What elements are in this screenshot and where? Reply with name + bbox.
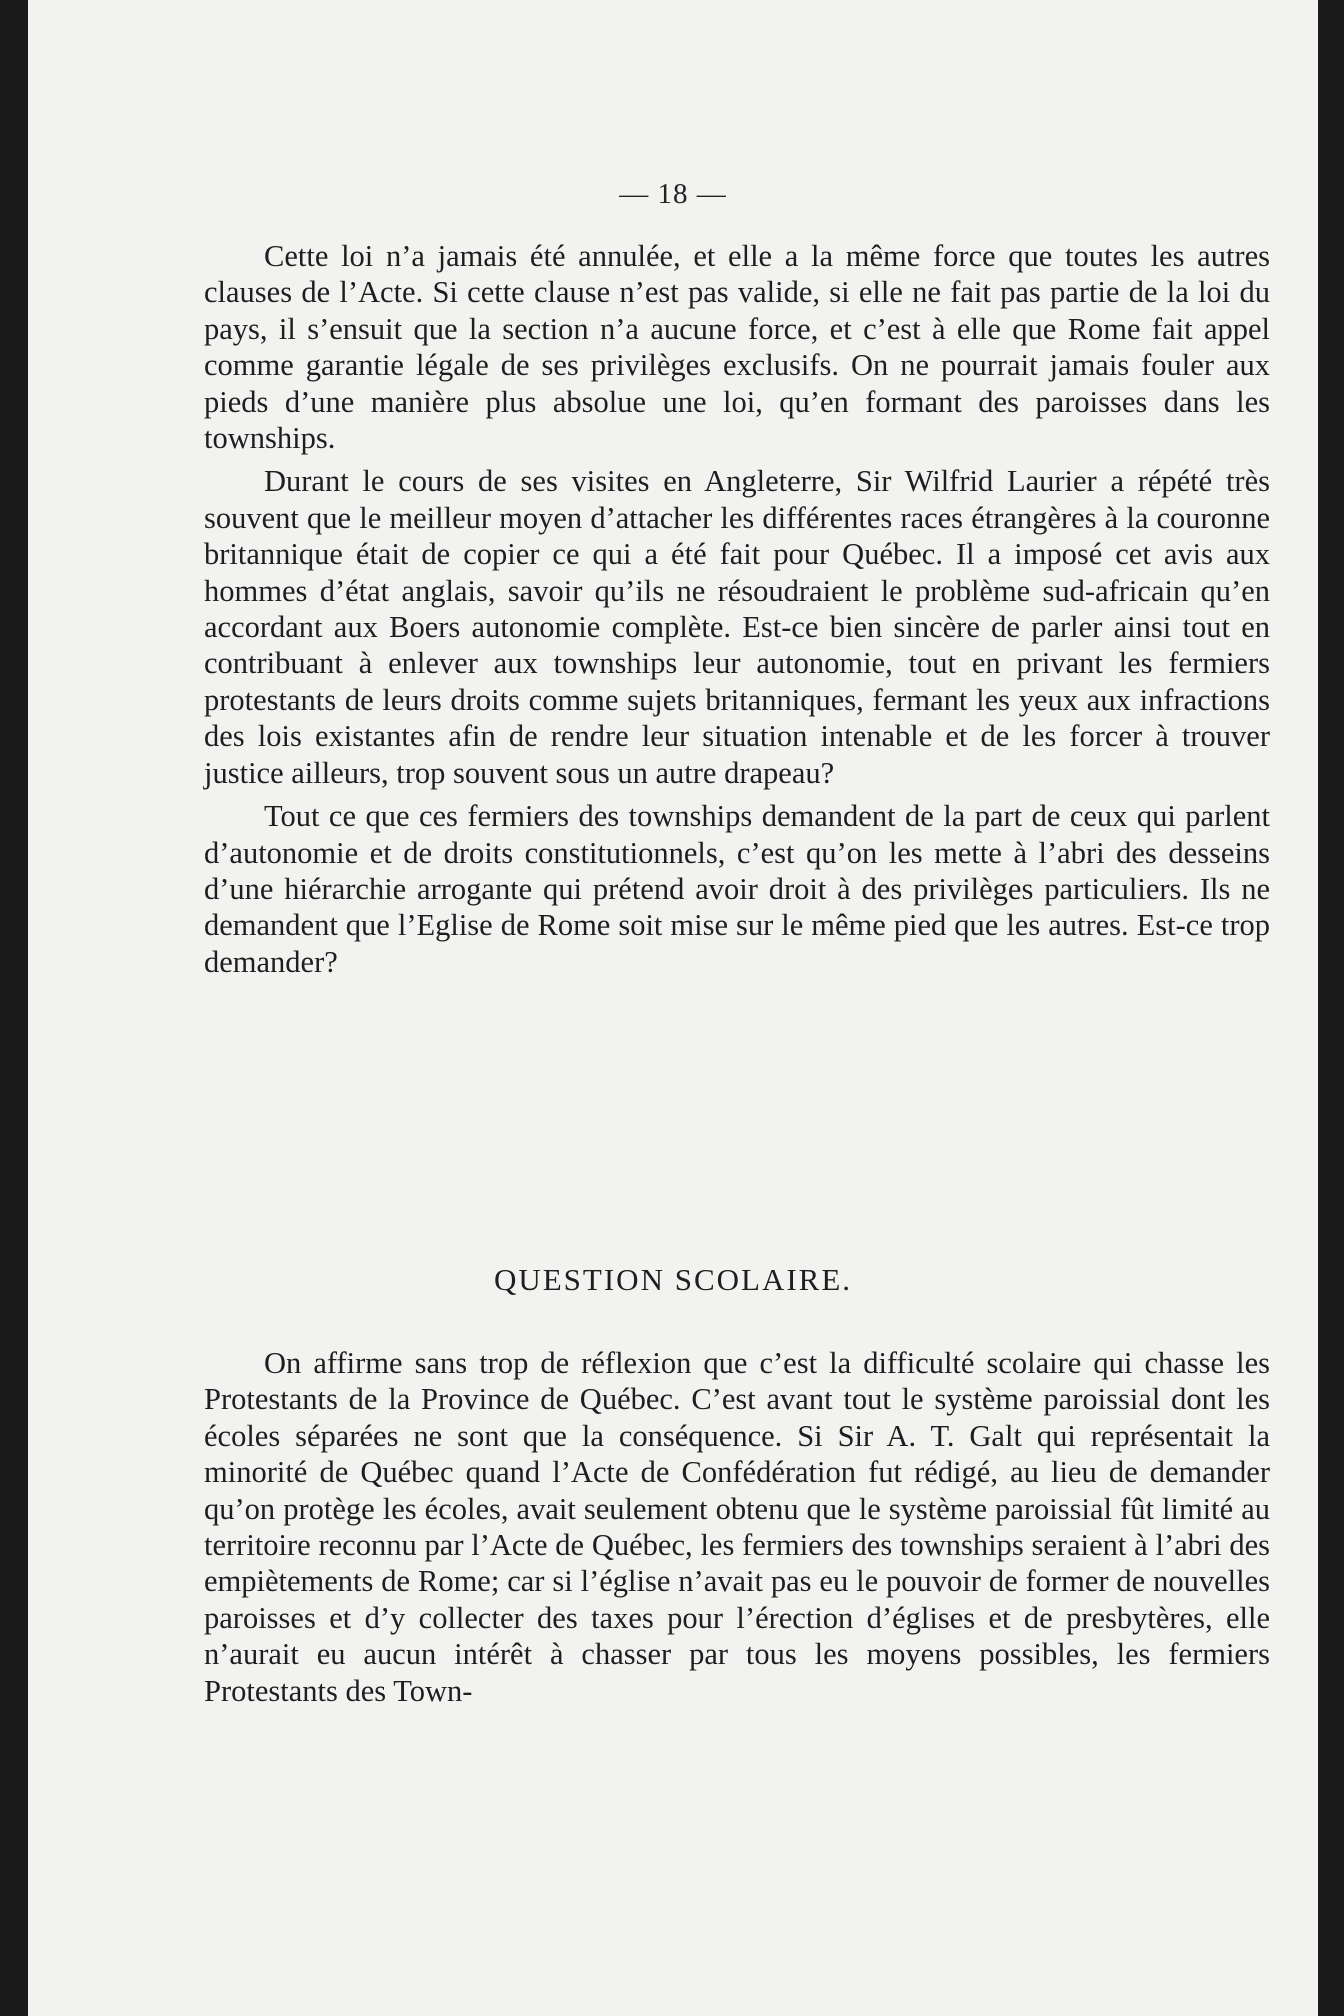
document-page: [28, 0, 1318, 2016]
paragraph: On affirme sans trop de réflexion que c’est la difficulté scolaire qui chasse les Protestants de la Province de Québec. C’est avant tout le système paroissial dont les écoles séparées ne sont que la conséquence. Si Sir A. T. Galt qui représentait la minorité de Québec quand l’Acte de Confédération fut rédigé, au lieu de demander qu’on protège les écoles, avait seulement obtenu que le système paroissial fût limité au territoire reconnu par l’Acte de Québec, les fermiers des townships seraient à l’abri des empiètements de Rome; car si l’église n’avait pas eu le pouvoir de former de nouvelles paroisses et d’y collecter des taxes pour l’érection d’églises et de presbytères, elle n’aurait eu aucun intérêt à chasser par tous les moyens possibles, les fermiers Protestants des Town-: [204, 1346, 1270, 1708]
text-block-bottom: [204, 1345, 1270, 1709]
section-heading: QUESTION SCOLAIRE.: [493, 1262, 853, 1297]
paragraph: Durant le cours de ses visites en Angleterre, Sir Wilfrid Laurier a répété très souvent que le meilleur moyen d’attacher les différentes races étrangères à la couronne britannique était de copier ce qui a été fait pour Québec. Il a imposé cet avis aux hommes d’état anglais, savoir qu’ils ne résoudraient le problème sud-africain qu’en accordant aux Boers autonomie complète. Est-ce bien sincère de parler ainsi tout en contribuant à enlever aux townships leur autonomie, tout en privant les fermiers protestants de leurs droits comme sujets britanniques, fermant les yeux aux infractions des lois existantes afin de rendre leur situation intenable et de les forcer à trouver justice ailleurs, trop souvent sous un autre drapeau?: [204, 464, 1270, 790]
page-number: — 18 —: [619, 178, 727, 210]
paragraph: Cette loi n’a jamais été annulée, et elle a la même force que toutes les autres clauses de l’Acte. Si cette clause n’est pas valide, si elle ne fait pas partie de la loi du pays, il s’ensuit que la section n’a aucune force, et c’est à elle que Rome fait appel comme garantie légale de ses privilèges exclusifs. On ne pourrait jamais fouler aux pieds d’une manière plus absolue une loi, qu’en formant des paroisses dans les townships.: [204, 239, 1270, 456]
paragraph: Tout ce que ces fermiers des townships demandent de la part de ceux qui parlent d’autonomie et de droits constitutionnels, c’est qu’on les mette à l’abri des desseins d’une hiérarchie arrogante qui prétend avoir droit à des privilèges particuliers. Ils ne demandent que l’Eglise de Rome soit mise sur le même pied que les autres. Est-ce trop demander?: [204, 799, 1270, 979]
text-block-top: [204, 238, 1270, 980]
